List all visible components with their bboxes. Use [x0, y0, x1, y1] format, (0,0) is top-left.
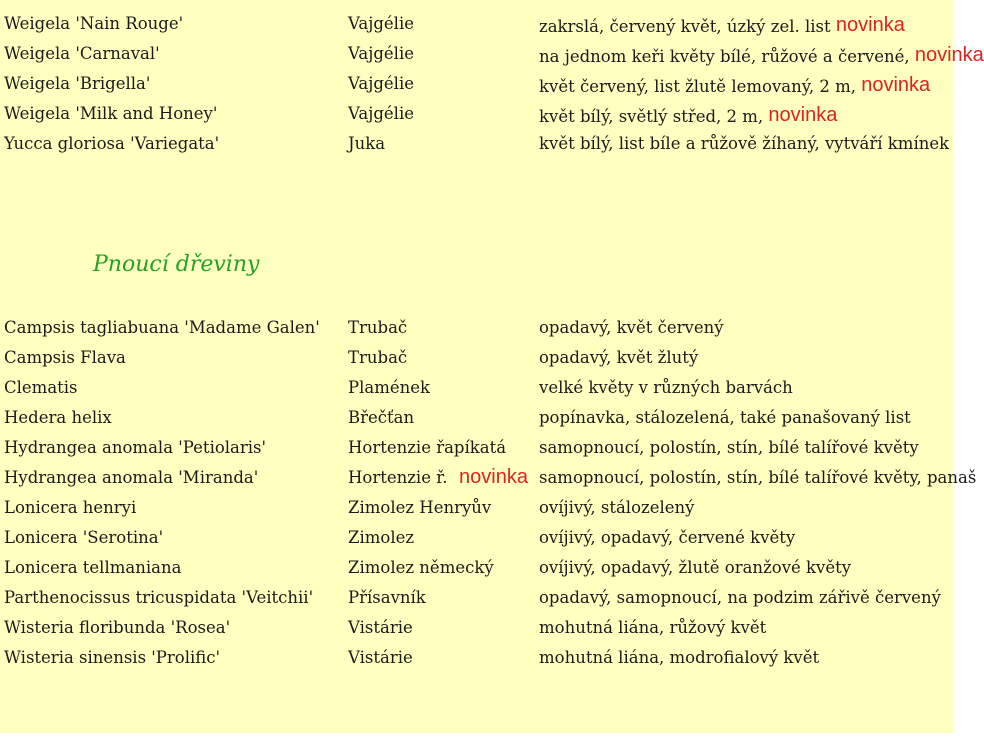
latin-name: Campsis tagliabuana 'Madame Galen' — [4, 318, 320, 337]
description: popínavka, stálozelená, také panašovaný list — [539, 408, 911, 427]
czech-name: Zimolez Henryův — [348, 498, 492, 517]
description-text: květ červený, list žlutě lemovaný, 2 m, — [539, 77, 856, 96]
czech-name: Vistárie — [348, 618, 413, 637]
description: samopnoucí, polostín, stín, bílé talířové květy — [539, 438, 919, 457]
description: ovíjivý, stálozelený — [539, 498, 695, 517]
czech-name: Trubač — [348, 348, 408, 367]
table-row — [0, 553, 953, 583]
czech-name: Vajgélie — [348, 44, 414, 63]
description — [539, 104, 837, 127]
latin-name: Yucca gloriosa 'Variegata' — [4, 134, 220, 153]
table-row — [0, 433, 953, 463]
table-row — [0, 69, 953, 99]
description: ovíjivý, opadavý, žlutě oranžové květy — [539, 558, 852, 577]
description-text: zakrslá, červený květ, úzký zel. list — [539, 17, 831, 36]
czech-name: Juka — [348, 134, 386, 153]
novinka-badge: novinka — [914, 44, 984, 66]
latin-name: Weigela 'Carnaval' — [4, 44, 160, 63]
table-row — [0, 403, 953, 433]
description: ovíjivý, opadavý, červené květy — [539, 528, 796, 547]
novinka-badge: novinka — [861, 74, 931, 96]
description — [539, 74, 930, 97]
latin-name: Lonicera 'Serotina' — [4, 528, 164, 547]
table-row — [0, 99, 953, 129]
description — [539, 14, 905, 37]
table-row — [0, 343, 953, 373]
czech-name: Hortenzie řapíkatá — [348, 438, 507, 457]
latin-name: Parthenocissus tricuspidata 'Veitchii' — [4, 588, 314, 607]
table-row — [0, 613, 953, 643]
table-row — [0, 39, 984, 69]
czech-name: Vajgélie — [348, 104, 414, 123]
novinka-badge: novinka — [835, 14, 905, 36]
section-heading: Pnoucí dřeviny — [93, 252, 260, 277]
description: opadavý, samopnoucí, na podzim zářivě červený — [539, 588, 941, 607]
description: mohutná liána, modrofialový květ — [539, 648, 820, 667]
description: velké květy v různých barvách — [539, 378, 793, 397]
description: květ bílý, list bíle a růžově žíhaný, vytváří kmínek — [539, 134, 950, 153]
table-row — [0, 643, 953, 673]
latin-name: Lonicera henryi — [4, 498, 137, 517]
czech-name: Zimolez německý — [348, 558, 494, 577]
table-row — [0, 463, 977, 493]
table-row — [0, 9, 953, 39]
novinka-badge: novinka — [768, 104, 838, 126]
table-row — [0, 373, 953, 403]
czech-name: Plamének — [348, 378, 431, 397]
latin-name: Campsis Flava — [4, 348, 126, 367]
latin-name: Hydrangea anomala 'Miranda' — [4, 468, 259, 487]
czech-name: Přísavník — [348, 588, 426, 607]
description-text: květ bílý, světlý střed, 2 m, — [539, 107, 764, 126]
table-row — [0, 523, 953, 553]
czech-name: Vistárie — [348, 648, 413, 667]
latin-name: Lonicera tellmaniana — [4, 558, 182, 577]
czech-name: Vajgélie — [348, 14, 414, 33]
description: opadavý, květ žlutý — [539, 348, 699, 367]
table-row — [0, 583, 953, 613]
czech-name: Břečťan — [348, 408, 415, 427]
czech-name: Zimolez — [348, 528, 415, 547]
novinka-badge: novinka — [459, 466, 528, 488]
czech-name: Trubač — [348, 318, 408, 337]
latin-name: Clematis — [4, 378, 78, 397]
table-row — [0, 493, 953, 523]
czech-name: Hortenzie ř. — [348, 468, 448, 487]
table-row — [0, 313, 953, 343]
latin-name: Weigela 'Brigella' — [4, 74, 151, 93]
latin-name: Hedera helix — [4, 408, 112, 427]
latin-name: Wisteria floribunda 'Rosea' — [4, 618, 231, 637]
latin-name: Hydrangea anomala 'Petiolaris' — [4, 438, 267, 457]
latin-name: Wisteria sinensis 'Prolific' — [4, 648, 221, 667]
description: mohutná liána, růžový květ — [539, 618, 767, 637]
description: samopnoucí, polostín, stín, bílé talířové květy, panaš — [539, 468, 977, 487]
description — [539, 44, 984, 67]
latin-name: Weigela 'Nain Rouge' — [4, 14, 184, 33]
latin-name: Weigela 'Milk and Honey' — [4, 104, 218, 123]
czech-name: Vajgélie — [348, 74, 414, 93]
description-text: na jednom keři květy bílé, růžové a červené, — [539, 47, 910, 66]
description: opadavý, květ červený — [539, 318, 724, 337]
table-row — [0, 129, 953, 159]
